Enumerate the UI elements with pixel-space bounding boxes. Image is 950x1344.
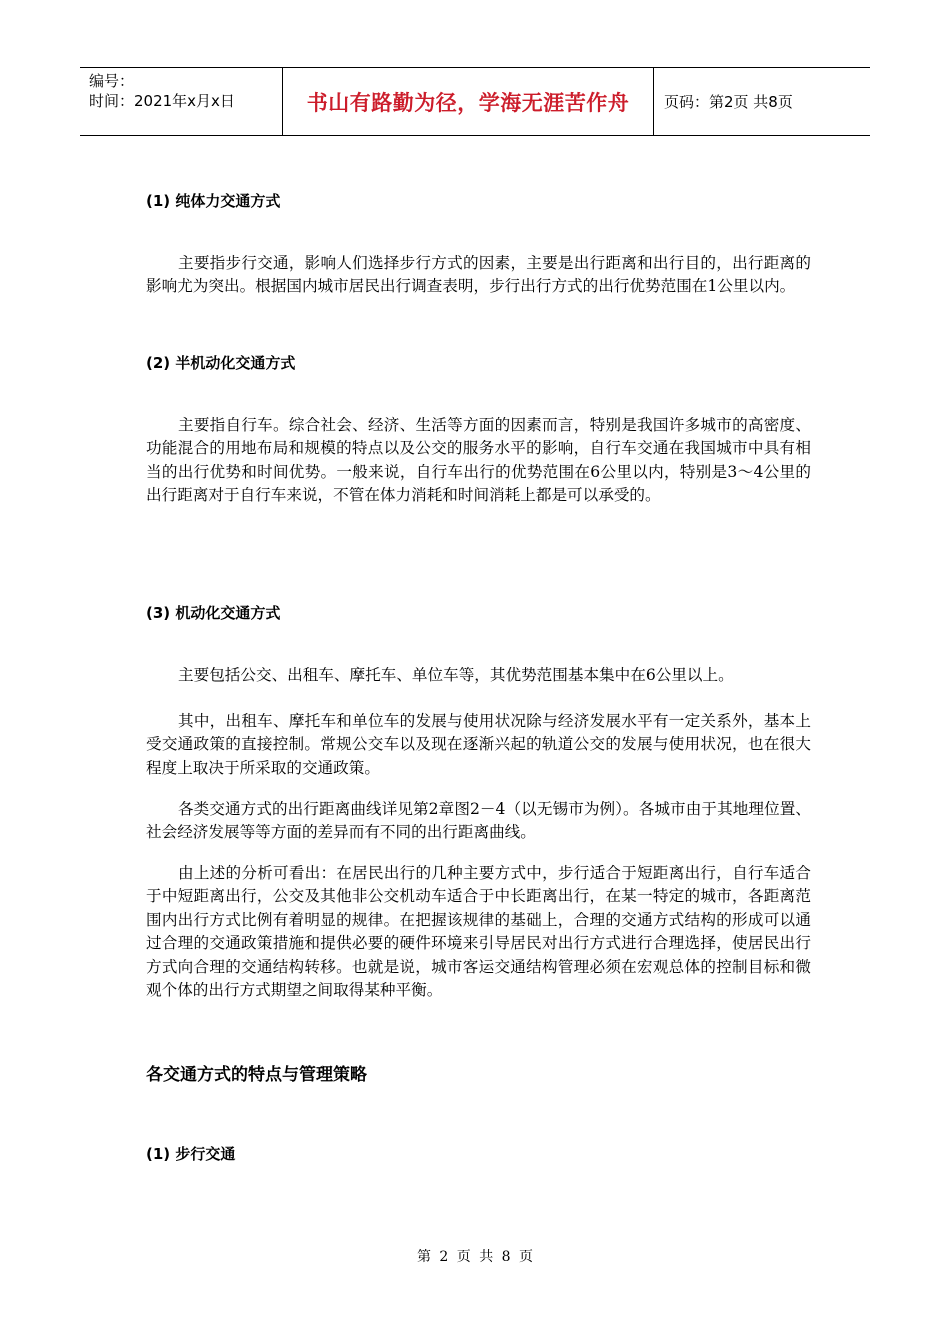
paragraph-walking: 主要指步行交通，影响人们选择步行方式的因素，主要是出行距离和出行目的，出行距离的影响尤为突出。根据国内城市居民出行调查表明，步行出行方式的出行优势范围在1公里以内。	[146, 254, 811, 296]
page-footer: 第 2 页 共 8 页	[416, 1249, 534, 1265]
header-motto-cell	[282, 68, 654, 135]
motto: 书山有路勤为径，学海无涯苦作舟	[306, 90, 630, 115]
time-label: 时间：2021年x月x日	[89, 92, 235, 110]
paragraph-motorized-range: 主要包括公交、出租车、摩托车、单位车等，其优势范围基本集中在6公里以上。	[178, 666, 734, 684]
page-header	[80, 67, 870, 136]
page-label: 页码：第2页 共8页	[664, 93, 793, 111]
heading-pure-physical: (1) 纯体力交通方式	[146, 192, 281, 210]
paragraph-distance-curves: 各类交通方式的出行距离曲线详见第2章图2－4（以无锡市为例）。各城市由于其地理位置、社会经济发展等等方面的差异而有不同的出行距离曲线。	[146, 800, 811, 842]
paragraph-bicycle: 主要指自行车。综合社会、经济、生活等方面的因素而言，特别是我国许多城市的高密度、功能混合的用地布局和规模的特点以及公交的服务水平的影响，自行车交通在我国城市中具有相当的出行优势和时间优势。一般来说，自行车出行的优势范围在6公里以内，特别是3～4公里的出行距离对于自行车来说，不管在体力消耗和时间消耗上都是可以承受的。	[146, 416, 811, 505]
heading-semi-motorized: (2) 半机动化交通方式	[146, 354, 296, 372]
heading-motorized: (3) 机动化交通方式	[146, 604, 281, 622]
paragraph-analysis: 由上述的分析可看出：在居民出行的几种主要方式中，步行适合于短距离出行，自行车适合于中短距离出行，公交及其他非公交机动车适合于中长距离出行，在某一特定的城市，各距离范围内出行方式比例有着明显的规律。在把握该规律的基础上，合理的交通方式结构的形成可以通过合理的交通政策措施和提供必要的硬件环境来引导居民对出行方式进行合理选择，使居民出行方式向合理的交通结构转移。也就是说，城市客运交通结构管理必须在宏观总体的控制目标和微观个体的出行方式期望之间取得某种平衡。	[146, 864, 811, 1000]
heading-traffic-strategies: 各交通方式的特点与管理策略	[146, 1065, 367, 1085]
paragraph-policy-control: 其中，出租车、摩托车和单位车的发展与使用状况除与经济发展水平有一定关系外，基本上受交通政策的直接控制。常规公交车以及现在逐渐兴起的轨道公交的发展与使用状况，也在很大程度上取决于所采取的交通政策。	[146, 712, 811, 777]
header-page-cell	[654, 68, 870, 135]
heading-walking-traffic: (1) 步行交通	[146, 1145, 236, 1163]
header-meta	[80, 68, 282, 135]
number-label: 编号：	[89, 72, 135, 90]
